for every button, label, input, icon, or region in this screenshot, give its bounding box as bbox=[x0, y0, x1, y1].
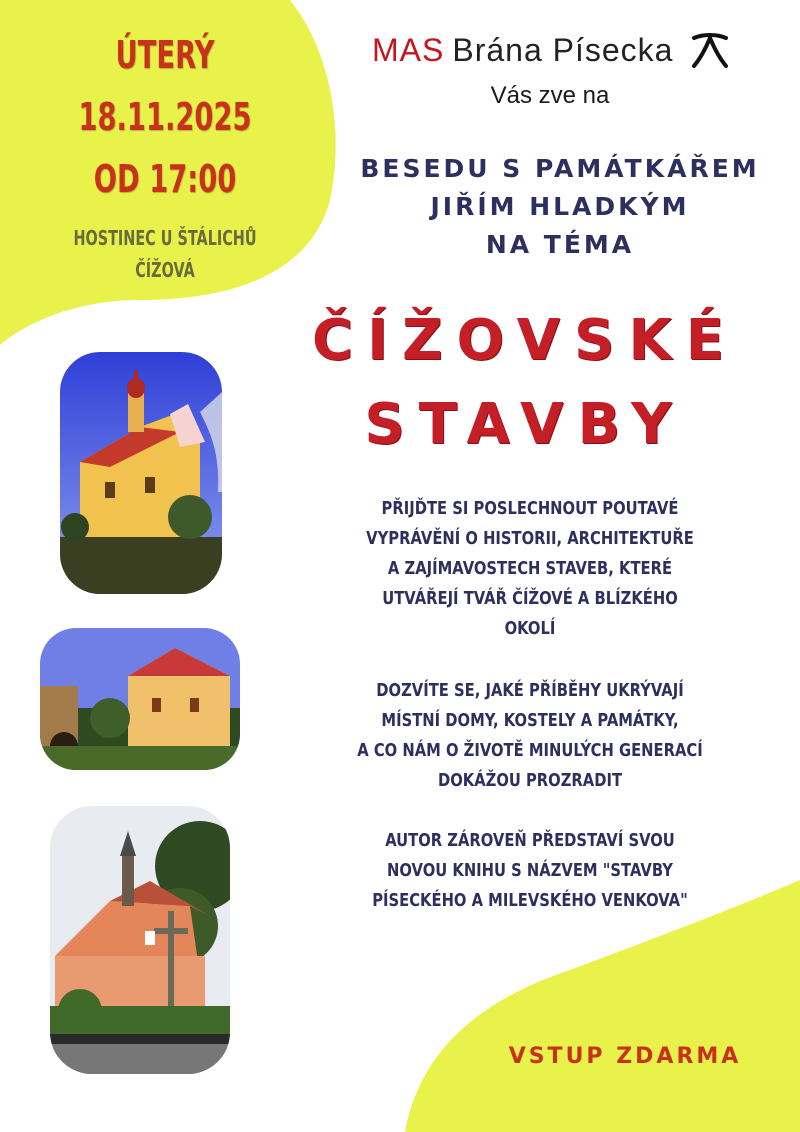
talk-heading bbox=[330, 150, 790, 264]
talk-line3: NA TÉMA bbox=[485, 230, 635, 259]
paragraph-line: A ZAJÍMAVOSTECH STAVEB, KTERÉ bbox=[387, 558, 673, 579]
paragraph-stories bbox=[305, 676, 755, 796]
event-place bbox=[68, 222, 262, 286]
main-title-line1: ČÍŽOVSKÉ bbox=[312, 308, 738, 373]
photo-house bbox=[40, 628, 240, 770]
mas-logo-mark-icon bbox=[691, 32, 729, 68]
photo-church bbox=[60, 352, 222, 594]
mas-logo bbox=[372, 28, 729, 72]
logo-mas-text: MAS bbox=[372, 31, 445, 68]
main-title-line2: STAVBY bbox=[364, 392, 686, 457]
paragraph-line: PÍSECKÉHO A MILEVSKÉHO VENKOVA" bbox=[372, 890, 688, 911]
paragraph-line: DOKÁŽOU PROZRADIT bbox=[437, 770, 623, 791]
paragraph-line: VYPRÁVĚNÍ O HISTORII, ARCHITEKTUŘE bbox=[366, 528, 694, 549]
event-date: 18.11.2025 bbox=[78, 95, 252, 139]
paragraph-intro bbox=[305, 494, 755, 644]
talk-line2: JIŘÍM HLADKÝM bbox=[430, 192, 690, 221]
bottom-right-yellow-blob bbox=[400, 880, 800, 1132]
paragraph-line: AUTOR ZÁROVEŇ PŘEDSTAVÍ SVOU bbox=[385, 830, 675, 851]
event-place-line2: ČÍŽOVÁ bbox=[135, 258, 195, 282]
paragraph-line: DOZVÍTE SE, JAKÉ PŘÍBĚHY UKRÝVAJÍ bbox=[376, 680, 684, 701]
paragraph-line: UTVÁŘEJÍ TVÁŘ ČÍŽOVÉ A BLÍZKÉHO bbox=[382, 588, 678, 609]
paragraph-line: A CO NÁM O ŽIVOTĚ MINULÝCH GENERACÍ bbox=[357, 740, 703, 761]
invite-text: Vás zve na bbox=[490, 82, 610, 109]
logo-name-text: Brána Písecka bbox=[452, 31, 674, 68]
event-place-line1: HOSTINEC U ŠTÁLICHŮ bbox=[73, 226, 257, 250]
paragraph-line: PŘIJĎTE SI POSLECHNOUT POUTAVÉ bbox=[381, 498, 679, 519]
talk-line1: BESEDU S PAMÁTKÁŘEM bbox=[360, 154, 760, 183]
free-entry-text: VSTUP ZDARMA bbox=[508, 1044, 742, 1069]
event-time: OD 17:00 bbox=[93, 157, 237, 201]
event-info bbox=[30, 28, 300, 286]
event-day: ÚTERÝ bbox=[115, 33, 215, 77]
paragraph-line: OKOLÍ bbox=[504, 618, 556, 639]
paragraph-book bbox=[305, 826, 755, 916]
paragraph-line: MÍSTNÍ DOMY, KOSTELY A PAMÁTKY, bbox=[381, 710, 679, 731]
paragraph-line: NOVOU KNIHU S NÁZVEM "STAVBY bbox=[387, 860, 673, 881]
photo-chapel-cross bbox=[50, 806, 230, 1074]
